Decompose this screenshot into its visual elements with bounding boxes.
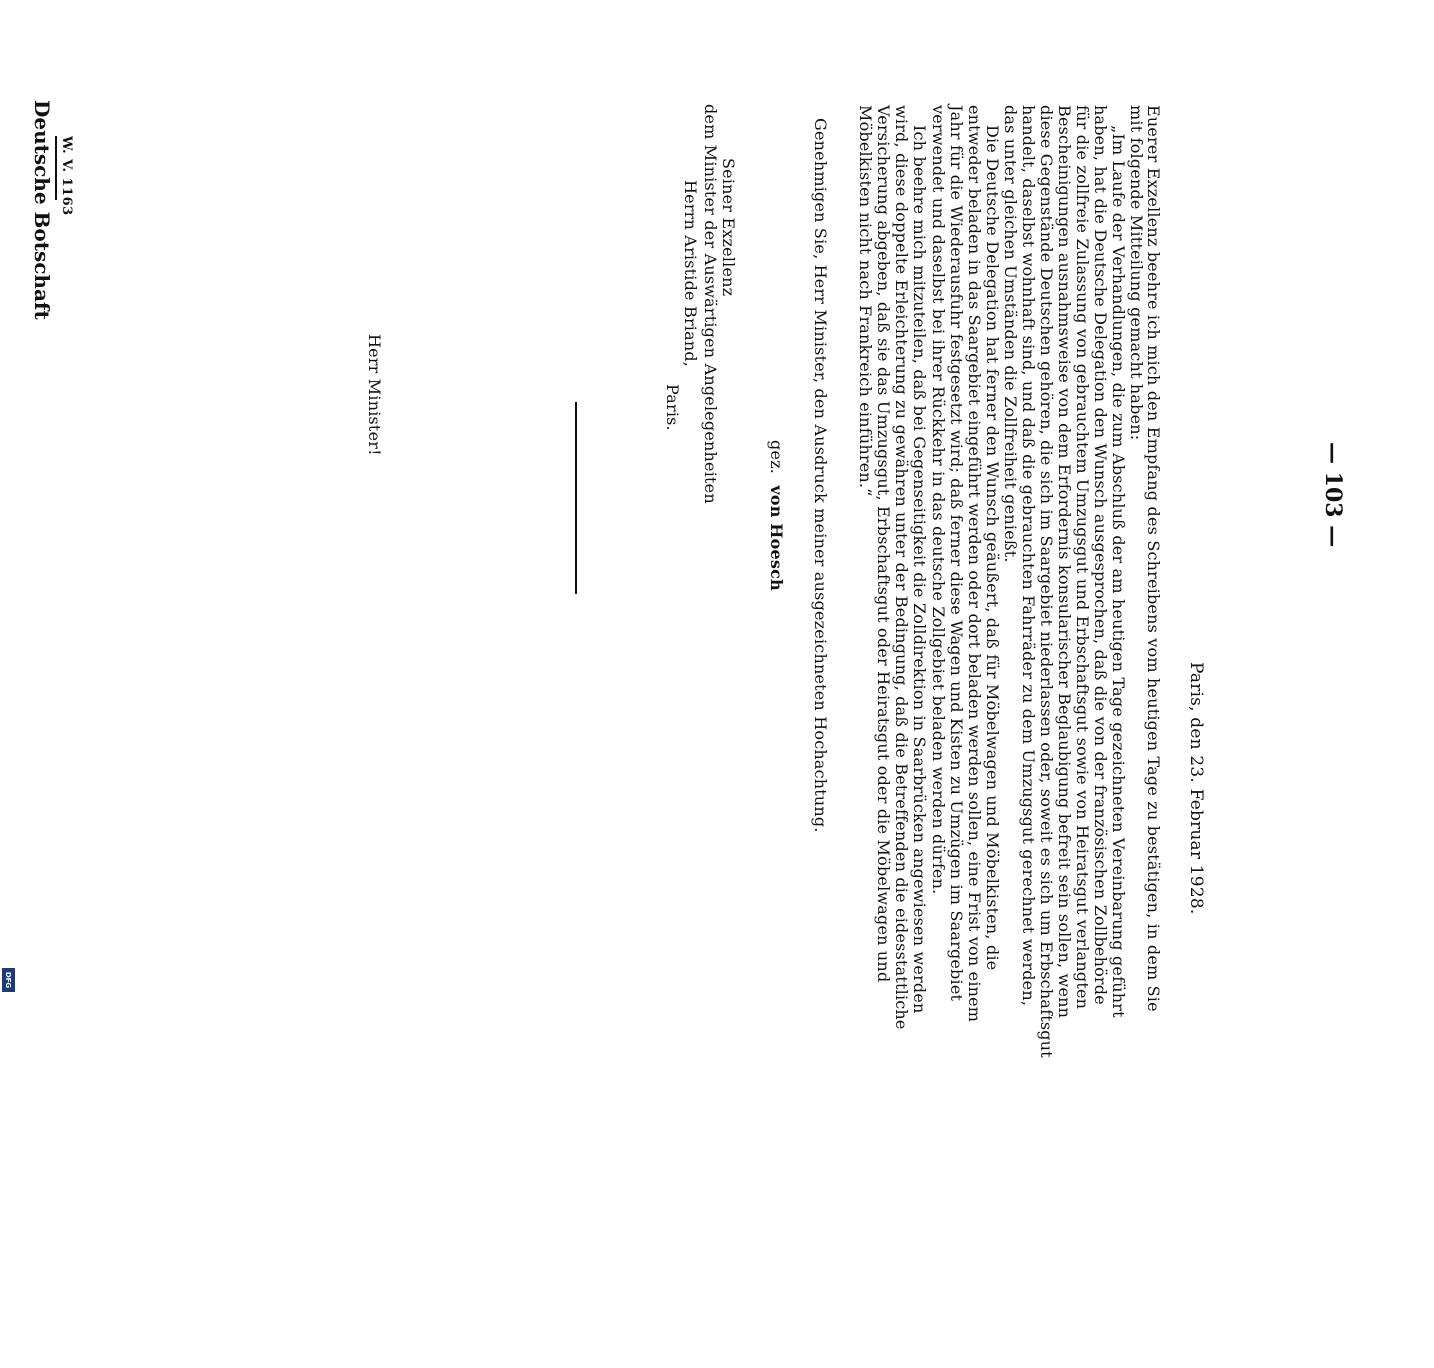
body-line: Möbelkisten nicht nach Frankreich einführen.“ bbox=[856, 105, 875, 497]
signature-prefix: gez. bbox=[767, 440, 786, 475]
funding-note bbox=[0, 992, 1, 1368]
signature-name: von Hoesch bbox=[767, 485, 786, 591]
closing-formula: Genehmigen Sie, Herr Minister, den Ausdruck meiner ausgezeichneten Hochachtung. bbox=[811, 118, 830, 833]
horizontal-rule bbox=[575, 402, 577, 594]
body-line: Jahr für die Wiederausfuhr festgesetzt wird; daß ferner diese Wagen und Kisten zu Umzügen im Saargebiet bbox=[947, 105, 966, 1002]
body-line: Bescheinigungen ausnahmsweise von dem Erfordernis konsularischer Beglaubigung befreit sein sollen, wenn bbox=[1055, 105, 1074, 1019]
reference-underline bbox=[55, 136, 57, 200]
salutation: Herr Minister! bbox=[365, 334, 384, 456]
body-line: mit folgende Mitteilung gemacht haben: bbox=[1127, 105, 1146, 441]
body-line: handelt, daselbst wohnhaft sind, und daß die gebrauchten Fahrräder zu dem Umzugsgut gerechnet werden, bbox=[1019, 105, 1038, 1007]
body-line: diese Gegenstände Deutschen gehören, die sich im Saargebiet niederlassen oder, soweit es sich um Erbschaftsgut bbox=[1037, 105, 1056, 1058]
body-line: das unter gleichen Umständen die Zollfreiheit genießt. bbox=[1001, 105, 1020, 563]
addressee-line: Seiner Exzellenz bbox=[719, 158, 738, 297]
addressee-line: Herrn Aristide Briand, bbox=[681, 180, 700, 368]
dfg-logo: DFG bbox=[2, 968, 15, 992]
body-line: Euerer Exzellenz beehre ich mich den Empfang des Schreibens vom heutigen Tage zu bestätigen, in dem Sie bbox=[1144, 105, 1163, 1012]
body-line: Die Deutsche Delegation hat ferner den Wunsch geäußert, daß für Möbelwagen und Möbelkisten, die bbox=[983, 125, 1002, 971]
addressee-line: Paris. bbox=[663, 384, 682, 431]
addressee-line: dem Minister der Auswärtigen Angelegenheiten bbox=[701, 104, 720, 504]
embassy-header: Deutsche Botschaft bbox=[30, 100, 54, 320]
place-date: Paris, den 23. Februar 1928. bbox=[1186, 662, 1206, 915]
body-line: entweder beladen in das Saargebiet eingeführt werden oder dort beladen werden sollen, eine Frist von einem bbox=[965, 105, 984, 1023]
body-line: für die zollfreie Zulassung von gebrauchtem Umzugsgut und Erbschaftsgut sowie von Heiratsgut verlangten bbox=[1073, 105, 1092, 1010]
body-line: haben, hat die Deutsche Delegation den Wunsch ausgesprochen, daß die von der französischen Zollbehörde bbox=[1091, 105, 1110, 1005]
body-line: verwendet und daselbst bei ihrer Rückkehr in das deutsche Zollgebiet beladen werden dürfen. bbox=[929, 105, 948, 895]
body-line: wird, diese doppelte Erleichterung zu gewähren unter der Bedingung, daß die Betreffenden die eidesstattliche bbox=[892, 105, 911, 1030]
page-number: — 103 — bbox=[1320, 442, 1346, 548]
signature bbox=[767, 440, 786, 591]
body-line: „Im Laufe der Verhandlungen, die zum Abschluß der am heutigen Tage gezeichneten Vereinbarung geführt bbox=[1109, 125, 1128, 1018]
body-line: Ich beehre mich mitzuteilen, daß bei Gegenseitigkeit die Zolldirektion in Saarbrücken angewiesen werden bbox=[910, 125, 929, 1014]
body-line: Versicherung abgeben, daß sie das Umzugsgut, Erbschaftsgut oder Heiratsgut oder die Möbelwagen und bbox=[874, 105, 893, 983]
reference-number: W. V. 1163 bbox=[59, 136, 74, 216]
